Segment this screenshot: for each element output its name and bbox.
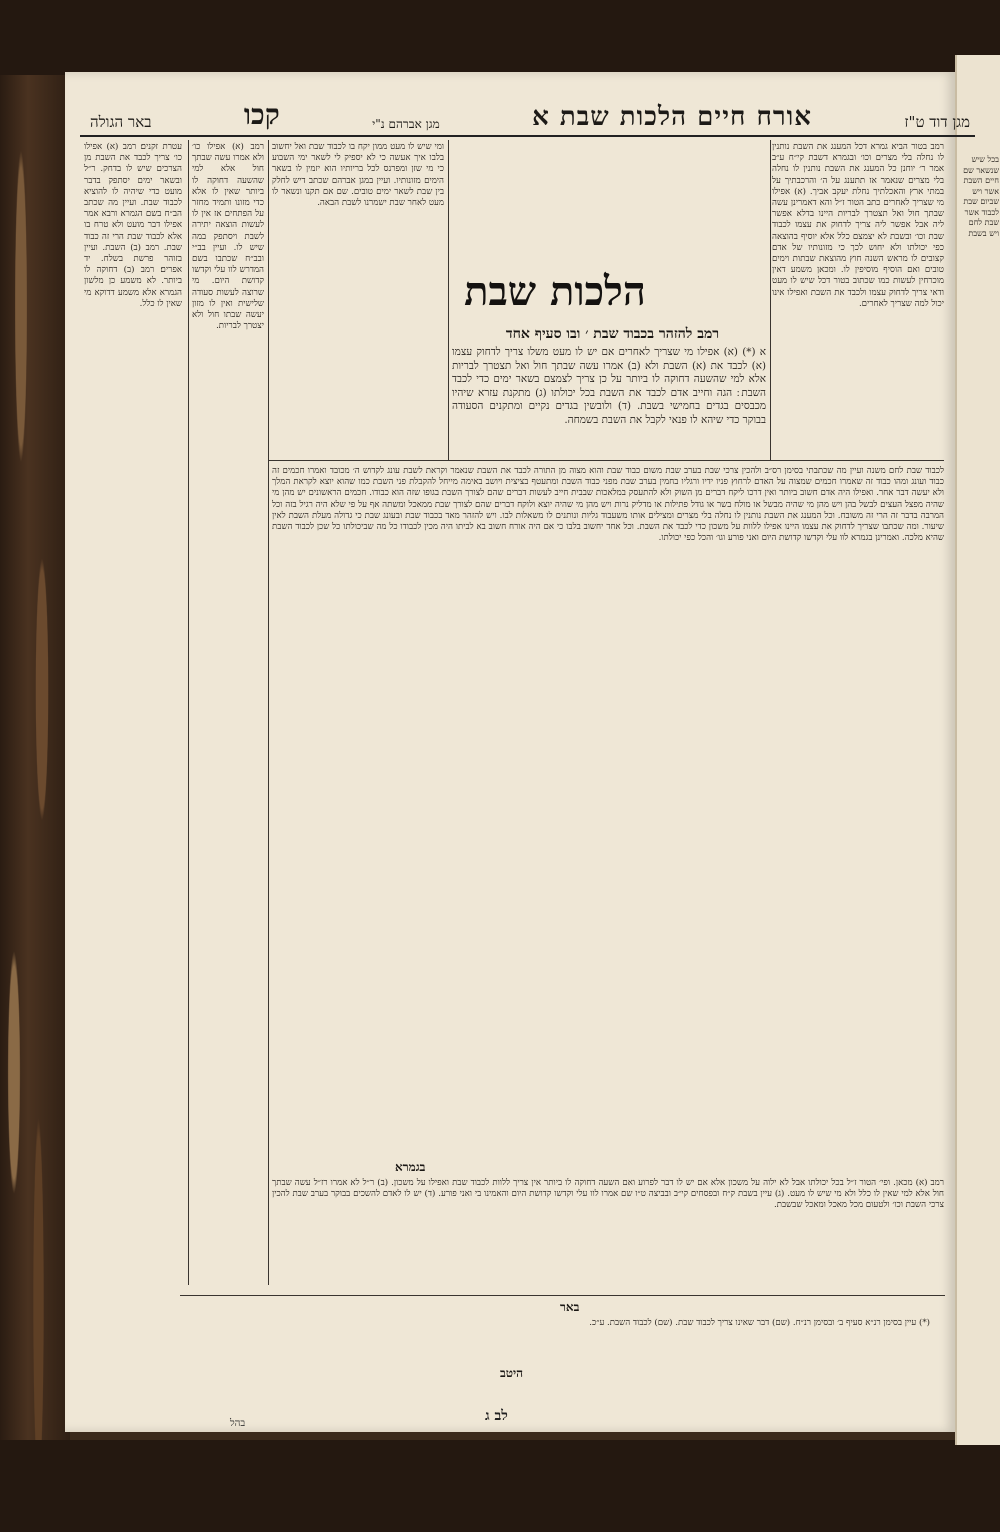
- main-text: א (*) (א) אפילו מי שצריך לאחרים אם יש לו מעט משלו צריך לדחוק עצמו (א) לכבד את (א) השבת ולא (ב) אמרו עשה שבתך חול ואל תצטרך לבריות אלא למי שהשעה דחוקה לו ביותר על כן צריך לצמצם בשאר ימים כדי לכבד השבת ׃ הגה וחייב אדם לכבד את השבת בכל יכולתו (ג) מתקנת עזרא שיהיו מכבסים בגדים בחמישי בשבת. (ד) ולובשין בגדים נקיים ומתקנים הסעודה בבוקר כדי שיהא לו פנאי לקבל את השבת בשמחה.: [452, 346, 766, 426]
- column-divider: [188, 140, 189, 1285]
- book-binding-marbled: [0, 0, 70, 1532]
- header-title: אורח חיים הלכות שבת א: [532, 102, 812, 132]
- header-be-er-hagolah: באר הגולה: [90, 113, 152, 131]
- catchword: בהל: [230, 1418, 246, 1429]
- background-bottom: [0, 1440, 1000, 1532]
- header-commentary-left: מגן אברהם נ"י: [372, 117, 440, 131]
- be-er-heitev-text: (*) עיין בסימן רנ״א סעיף ב׳ ובסימן רנ״ח. (שם) דבר שאינו צריך לכבוד שבת. (שם) לכבוד השבת. ע״כ.: [589, 1318, 930, 1328]
- section-divider: [268, 460, 944, 461]
- commentary-column-left-2: רמב (א) אפילו כו׳ ולא אמרו עשה שבתך חול אלא למי שהשעה דחוקה לו ביותר שאין לו אלא כדי מזונו ותמיד מחזר על הפתחים אז אין לו לעשות הוצאה יתירה לשבת ויסתפק במה שיש לו. ועיין בב״י ובב״ח שכתבו בשם המדרש לוו עלי וקדשו קדושת היום. מי שרוצה לעשות סעודה שלישית ואין לו מזון יעשה שבתו חול ולא יצטרך לבריות.: [192, 142, 264, 332]
- section-divider: [180, 1295, 945, 1296]
- page-number: קכו: [243, 98, 280, 131]
- adjacent-page-text: בכל שיש שנשאר שם חיים השבת אשר ויש שביום שבת לכבוד אשר שבת לחם ויש בשבת: [960, 155, 999, 238]
- commentary-column-magen-avraham: ומי שיש לו מעט ממון יקח בו לכבוד שבת ואל יחשוב בלבו איך אעשה כי לא יספיק לי לשאר ימי השבוע כי מי שזן ומפרנס לכל בריותיו הוא יזמין לו בשאר הימים מזונותיו. ועיין במגן אברהם שכתב דיש לחלק בין שבת לשאר ימים טובים. שם אם תקנו ונשאר לו מעט לאחר שבת ישמרנו לשבת הבאה.: [272, 142, 444, 209]
- commentary-body-main: לכבוד שבת לחם משנה ועיין מה שכתבתי בסימן רס״ב ולהכין צרכי שבת בערב שבת משום כבוד שבת והוא מצוה מן התורה לכבד את השבת שנאמר וקראת לשבת עונג לקדוש ה׳ מכובד ואמרו חכמים זה כבוד ועונג ומהו כבוד זה שאמרו חכמים שמצוה על האדם לרחוץ פניו ידיו ורגליו בחמין בערב שבת מפני כבוד השבת ומתעטף בציצית ויושב באימה מייחל להקבלת פני השבת כמו שהוא יוצא לקראת המלך ולא יעשה דבר אחר. ואפילו היה אדם חשוב ביותר ואין דרכו ליקח דברים מן השוק ולא להתעסק במלאכות שבבית חייב לעשות דברים שהם לצורך השבת בגופו שזה הוא כבודו. חכמים הראשונים יש מהן מי שהיה מפצל העצים לבשל בהן ויש מהן מי שהיה מבשל או מולח בשר או גודל פתילות או מדליק נרות ויש מהן מי שהיה יוצא ולוקח דברים שהם לצורך שבת ממאכל ומשתה אף על פי שלא היה רגיל בזה וכל המרבה בדבר זה הרי זה משובח. וכל המענג את השבת נותנין לו נחלה בלי מצרים ומצילים אותו משעבוד גליות ונותנים לו משאלות לבו. ויש להזהר מאד בכבוד שבת ובעונג שבת כי גדולה מעלת השבת לאין שיעור. ומה שכתבו שצריך לדחוק את עצמו היינו אפילו ללוות על משכון כדי לכבד את השבת. וכל אחד יחשוב בלבו כי אם היה אורח חשוב בא לביתו היה מכין לכבודו כל מה שביכולתו כל שכן לכבוד השבת שהיא מלכה. ואמרינן בגמרא לוו עלי וקדשו קדושת היום ואני פורע וגו׳ והכל כפי יכולתו.: [272, 466, 944, 544]
- commentary-column-left-3: עטרת זקנים׃ רמב (א) אפילו כו׳ צריך לכבד את השבת מן הצרכים שיש לו בדחק. ר״ל ובשאר ימים יסתפק בדבר מועט כדי שיהיה לו להוציא לכבוד שבת. ועיין מה שכתב הב״ח בשם הגמרא ורבא אמר אפילו דבר מועט ולא טרח בו אלא לכבוד שבת הרי זה כבוד שבת. רמב (ב) השבת. ועיין בזוהר פרשת בשלח. יד אפרים׃ רמב (ב) דחוקה לו ביותר. לא משמע כן מלשון הגמרא אלא משמע דדוקא מי שאין לו כלל.: [84, 142, 182, 309]
- commentary-column-right: רמב בטור הביא גמרא דכל המענג את השבת נותנין לו נחלה בלי מצרים וכו׳ ובגמרא דשבת קי״ח ע״ב אמר ר׳ יוחנן כל המענג את השבת נותנין לו נחלה בלי מצרים שנאמר אז תתענג על ה׳ והרכבתיך על במתי ארץ והאכלתיך נחלת יעקב אביך. (א) אפילו מי שצריך לאחרים כתב הטור ז״ל והא דאמרינן עשה שבתך חול ואל תצטרך לבריות היינו בדלא אפשר ליה אבל אפשר ליה צריך לדחוק את עצמו לכבוד שבת וכו׳ ובשבת לא יצמצם כלל אלא יוסיף בהוצאה כפי יכולתו ולא יחוש לכך כי מזונותיו של אדם קצובים לו מראש השנה חוץ מהוצאת שבתות וימים טובים ואם הוסיף מוסיפין לו. ומכאן משמע דאין מוכרחין לעשות כמו שכתוב בטור דכל שיש לו מעט ודאי צריך לדחוק עצמו ולכבד את השבת ואפילו אינו יכול למה שצריך לאחרים.: [772, 142, 944, 309]
- background-top: [0, 0, 1000, 75]
- page-header: [90, 98, 970, 132]
- chapter-title: הלכות שבת: [464, 268, 646, 315]
- heitev-label: היטב: [500, 1366, 524, 1380]
- section-title: רמב להזהר בכבוד שבת ׳ ובו סעיף אחד: [505, 326, 720, 342]
- column-divider: [268, 140, 269, 1285]
- commentary-footnote-block: רמב (א) מכאן. ופי׳ הטור ז״ל בכל יכולתו אבל לא ילוה על משכון אלא אם יש לו דבר לפרוע ואם השעה דחוקה לו ביותר אין צריך ללוות לכבוד שבת ואפילו על משכון. (ב) ר״ל לא אמרו רז״ל עשה שבתך חול אלא למי שאין לו כלל ולא מי שיש לו מעט. (ג) עיין בשבת ק״ח ובפסחים קי״ב ובביצה ט״ו שם אמרו לוו עלי וקדשו קדושת היום והאמינו בי ואני פורע. (ד) יש לו לאדם להשכים בבוקר בערב שבת להכין צרכי השבת וכו׳ ולטעום מכל מאכל ומאכל שבשבת.: [272, 1178, 944, 1211]
- gemara-label: בגמרא: [395, 1160, 426, 1174]
- header-rule: [80, 135, 975, 137]
- column-divider: [770, 140, 771, 460]
- signature-mark: לב ג: [485, 1408, 508, 1424]
- header-commentary-right: מגן דוד ט"ז: [904, 113, 970, 131]
- adjacent-page-edge: [955, 55, 1000, 1445]
- be-er-label: באר: [560, 1300, 580, 1314]
